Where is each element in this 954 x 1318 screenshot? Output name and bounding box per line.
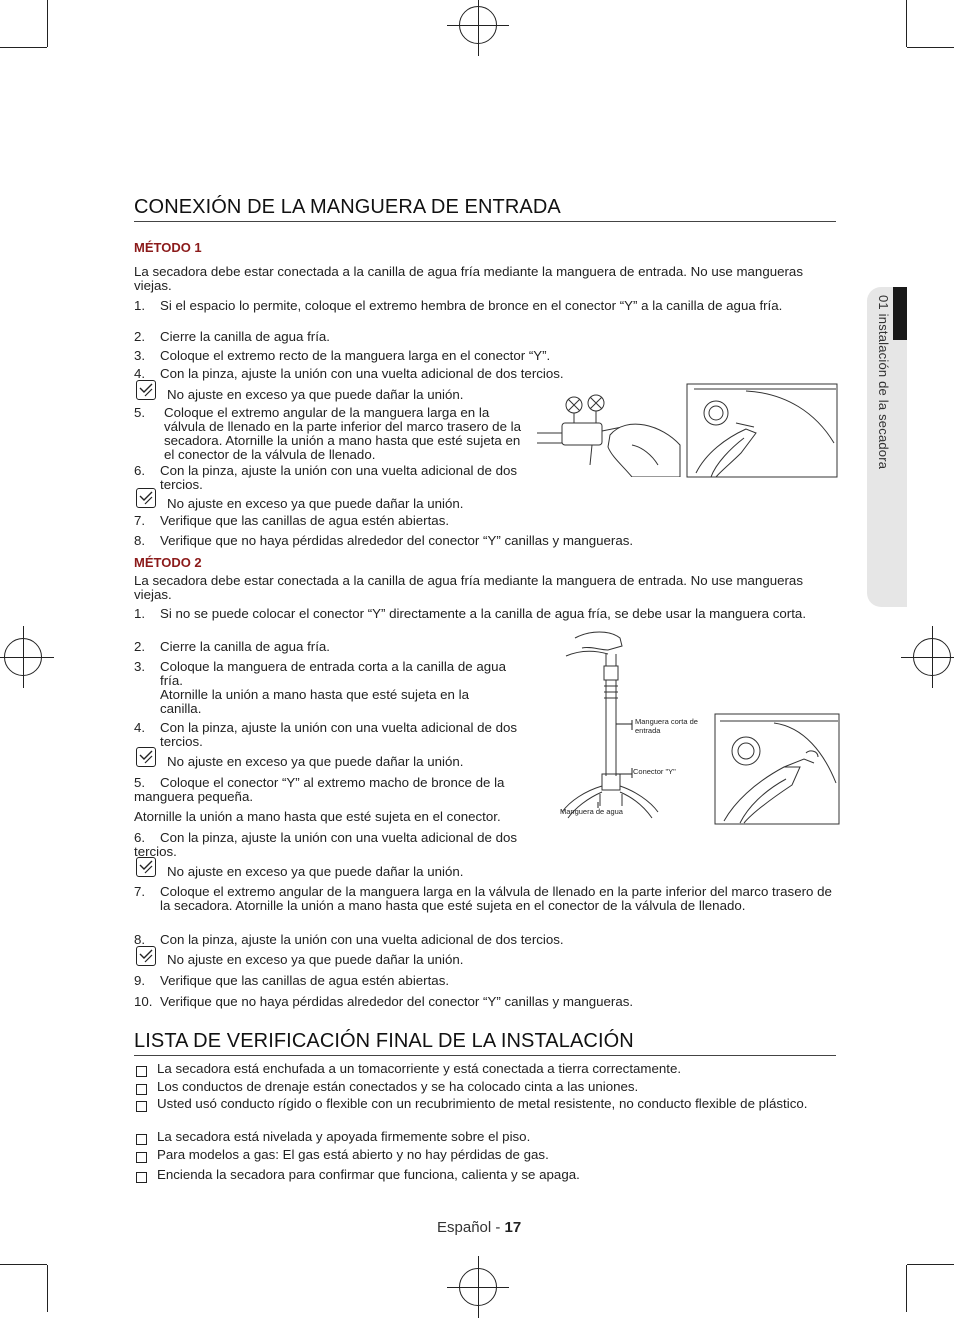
note-icon — [136, 747, 156, 767]
m2-note: No ajuste en exceso ya que puede dañar la unión. — [167, 952, 464, 967]
section-title-inlet-hose: CONEXIÓN DE LA MANGUERA DE ENTRADA — [134, 196, 836, 222]
m2-step-text: Cierre la canilla de agua fría. — [160, 639, 330, 654]
m2-step-number: 4. — [134, 720, 146, 735]
checklist-item: Los conductos de drenaje están conectados y se ha colocado cinta a las uniones. — [157, 1079, 639, 1094]
m2-plain-text: Atornille la unión a mano hasta que esté sujeta en el conector. — [134, 809, 501, 824]
m2-step-text: Coloque la manguera de entrada corta a la canilla de agua fría. — [160, 659, 506, 688]
faucet-y-connector-illustration — [532, 385, 682, 477]
registration-mark-top — [459, 6, 497, 44]
note-icon — [136, 380, 156, 400]
checklist-item: Usted usó conducto rígido o flexible con un recubrimiento de metal resistente, no conducto flexible de plástico. — [157, 1096, 808, 1111]
m2-step-number: 3. — [134, 659, 146, 674]
label-y-connector: Conector "Y" — [633, 767, 676, 776]
m2-step-number: 8. — [134, 932, 146, 947]
note-icon — [136, 946, 156, 966]
checkbox-icon — [136, 1101, 147, 1112]
method2-title: MÉTODO 2 — [134, 555, 202, 570]
m1-step-text: Coloque el extremo recto de la manguera larga en el conector “Y”. — [160, 348, 551, 363]
m2-step-number: 1. — [134, 606, 146, 621]
section-title-final-checklist: LISTA DE VERIFICACIÓN FINAL DE LA INSTALACIÓN — [134, 1030, 836, 1056]
registration-mark-right — [913, 638, 951, 676]
m2-step-number: 2. — [134, 639, 146, 654]
label-short-hose: Manguera corta de entrada — [635, 717, 698, 735]
m1-step-number: 6. — [134, 463, 146, 478]
checkbox-icon — [136, 1152, 147, 1163]
m1-step-text: Verifique que las canillas de agua estén abiertas. — [160, 513, 450, 528]
m2-step-text: Con la pinza, ajuste la unión con una vuelta adicional de dos tercios. — [160, 932, 564, 947]
chapter-tab-label: 01 instalación de la secadora — [876, 295, 891, 470]
m2-step-text-continued: Atornille la unión a mano hasta que esté sujeta en la canilla. — [160, 687, 469, 716]
m1-step-number: 7. — [134, 513, 146, 528]
chapter-tab-marker — [893, 287, 907, 340]
m2-step-number: 10. — [134, 994, 153, 1009]
page-number: 17 — [504, 1219, 522, 1236]
checklist-item: Para modelos a gas: El gas está abierto y no hay pérdidas de gas. — [157, 1147, 549, 1162]
method1-title: MÉTODO 1 — [134, 240, 202, 255]
m1-step-number: 2. — [134, 329, 146, 344]
m2-note: No ajuste en exceso ya que puede dañar la unión. — [167, 754, 464, 769]
checklist-item: La secadora está nivelada y apoyada firmemente sobre el piso. — [157, 1129, 531, 1144]
note-icon — [136, 488, 156, 508]
checklist-item: La secadora está enchufada a un tomacorriente y está conectada a tierra correctamente. — [157, 1061, 682, 1076]
m2-step-text: Verifique que no haya pérdidas alrededor del conector “Y” canillas y mangueras. — [160, 994, 634, 1009]
m1-step-number: 3. — [134, 348, 146, 363]
m1-step-text: Si el espacio lo permite, coloque el extremo hembra de bronce en el conector “Y” a la canilla de agua fría. — [160, 298, 783, 313]
registration-mark-left — [4, 638, 42, 676]
checkbox-icon — [136, 1172, 147, 1183]
label-water-hose: Manguera de agua — [560, 807, 623, 816]
m2-step-number: 9. — [134, 973, 146, 988]
m2-step-text: Con la pinza, ajuste la unión con una vuelta adicional de dos tercios. — [160, 720, 518, 749]
note-icon — [136, 857, 156, 877]
m2-step-number: 7. — [134, 884, 146, 899]
checkbox-icon — [136, 1134, 147, 1145]
page-footer — [437, 1219, 521, 1236]
m1-note: No ajuste en exceso ya que puede dañar la unión. — [167, 387, 464, 402]
method2-intro: La secadora debe estar conectada a la canilla de agua fría mediante la manguera de entrada. No use mangueras viejas. — [134, 573, 803, 602]
m1-step-number: 8. — [134, 533, 146, 548]
m2-step-text: Coloque el conector “Y” al extremo macho de bronce de la manguera pequeña. — [134, 775, 505, 804]
m1-note: No ajuste en exceso ya que puede dañar la unión. — [167, 496, 464, 511]
m1-step-number: 5. — [134, 405, 146, 420]
m1-step-text: Con la pinza, ajuste la unión con una vuelta adicional de dos tercios. — [160, 463, 518, 492]
m1-step-text: Con la pinza, ajuste la unión con una vuelta adicional de dos tercios. — [160, 366, 564, 381]
method1-intro: La secadora debe estar conectada a la canilla de agua fría mediante la manguera de entrada. No use mangueras viejas. — [134, 264, 803, 293]
m2-step-text: Si no se puede colocar el conector “Y” directamente a la canilla de agua fría, se debe usar la manguera corta. — [160, 606, 807, 621]
m2-note: No ajuste en exceso ya que puede dañar la unión. — [167, 864, 464, 879]
dryer-valve-hand-illustration-2 — [714, 713, 840, 825]
m2-step-text: Verifique que las canillas de agua estén abiertas. — [160, 973, 450, 988]
footer-language: Español - — [437, 1219, 505, 1236]
m1-step-text: Verifique que no haya pérdidas alrededor del conector “Y” canillas y mangueras. — [160, 533, 634, 548]
m1-step-number: 1. — [134, 298, 146, 313]
checklist-item: Encienda la secadora para confirmar que funciona, calienta y se apaga. — [157, 1167, 580, 1182]
m2-step-number: 6. — [134, 830, 146, 845]
checkbox-icon — [136, 1084, 147, 1095]
m2-step-number: 5. — [134, 775, 146, 790]
m1-step-text: Cierre la canilla de agua fría. — [160, 329, 330, 344]
dryer-valve-hand-illustration — [686, 383, 838, 478]
m2-step-text: Coloque el extremo angular de la manguera larga en la válvula de llenado en la parte inferior del marco trasero de la secadora. Atornille la unión a mano hasta que esté sujeta en el conector de la válvula de llenado. — [160, 884, 832, 913]
registration-mark-bottom — [459, 1268, 497, 1306]
m1-step-number: 4. — [134, 366, 146, 381]
checkbox-icon — [136, 1066, 147, 1077]
m2-step-text: Con la pinza, ajuste la unión con una vuelta adicional de dos tercios. — [134, 830, 518, 859]
m1-step-text: Coloque el extremo angular de la manguera larga en la válvula de llenado en la parte inferior del marco trasero de la secadora. Atornille la unión a mano hasta que esté sujeta en el conector de la válvula de llenado. — [164, 405, 522, 462]
